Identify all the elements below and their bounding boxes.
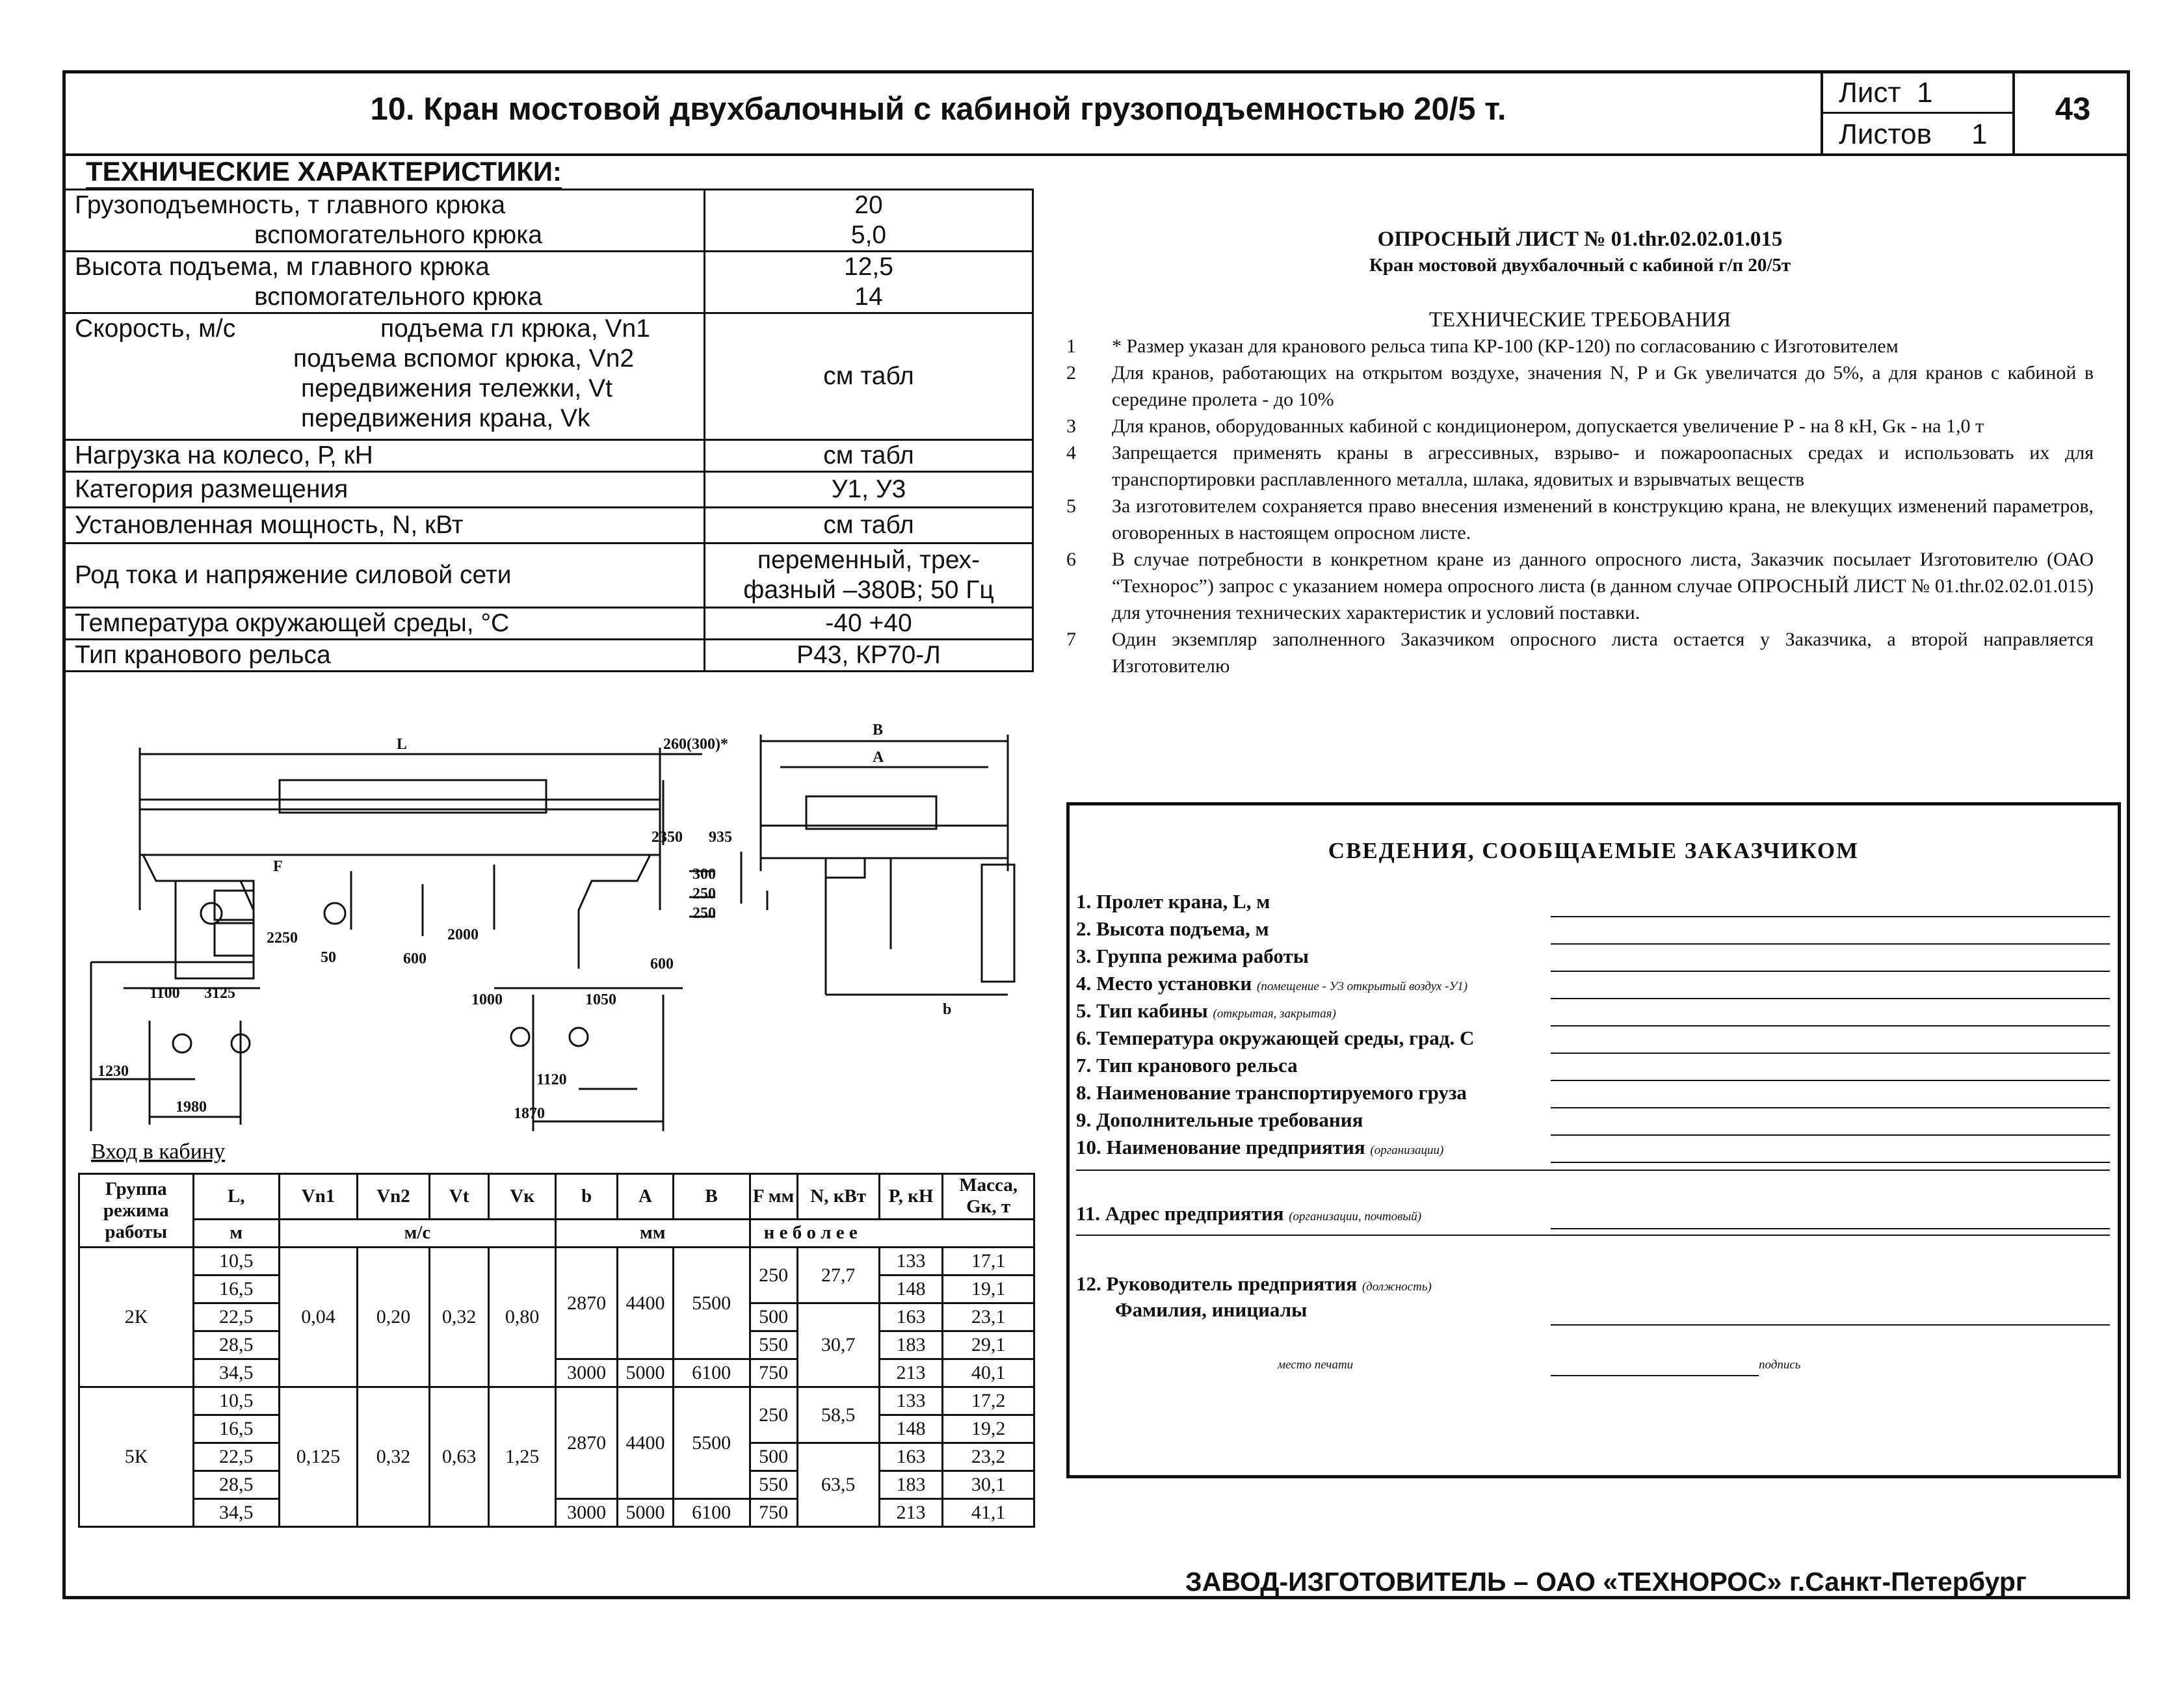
page-title: 10. Кран мостовой двухбалочный с кабиной грузоподъемностью 20/5 т. (370, 92, 1506, 127)
customer-field-label: 8. Наименование транспортируемого груза (1076, 1081, 1467, 1104)
table-cell: 0,125 (279, 1387, 357, 1527)
table-cell: 19,1 (943, 1275, 1034, 1303)
table-cell: 0,80 (489, 1248, 556, 1387)
th-mass: Масса, Gк, т (943, 1174, 1034, 1220)
table-cell: 17,1 (943, 1248, 1034, 1275)
questionnaire-title: ОПРОСНЫЙ ЛИСТ № 01.thr.02.02.01.015 (1377, 228, 1783, 251)
customer-field-line[interactable] (1551, 1053, 2110, 1054)
spec-row (65, 543, 1033, 608)
table-cell: 0,20 (358, 1248, 430, 1387)
drawing-dim-F: F (273, 858, 283, 875)
customer-field-label: 6. Температура окружающей среды, град. С (1076, 1027, 1475, 1049)
table-cell: 6100 (673, 1499, 750, 1527)
spec-value: 14 (705, 282, 1033, 313)
customer-field-line[interactable] (1076, 1170, 2110, 1171)
customer-field-line[interactable] (1551, 971, 2110, 972)
customer-field-line[interactable] (1551, 1162, 2110, 1163)
table-cell: 28,5 (193, 1471, 279, 1499)
spec-label: Высота подъема, м главного крюка (65, 252, 705, 283)
th-units-mm: мм (555, 1219, 750, 1247)
drawing-dim-1100: 1100 (150, 985, 180, 1002)
drawing-dim-300: 300 (692, 866, 716, 883)
drawing-dim-1120: 1120 (536, 1071, 567, 1088)
customer-field-label: 2. Высота подъема, м (1076, 917, 1269, 940)
drawing-dim-600b: 600 (650, 956, 674, 973)
table-cell: 58,5 (797, 1387, 879, 1443)
table-row (79, 1499, 1034, 1527)
spec-value: Р43, КР70-Л (705, 640, 1033, 672)
spec-value: У1, У3 (705, 472, 1033, 508)
requirement-item: 7 Один экземпляр заполненного Заказчиком опросного листа остается у Заказчика, а второй направляется Изготовителю (1066, 629, 2094, 677)
table-cell: 148 (879, 1415, 943, 1443)
table-cell: 16,5 (193, 1275, 279, 1303)
drawing-dim-250b: 250 (692, 905, 716, 922)
drawing-dim-50: 50 (321, 949, 336, 966)
table-cell: 183 (879, 1331, 943, 1359)
table-cell: 5500 (673, 1248, 750, 1359)
spec-label: Тип кранового рельса (65, 640, 705, 672)
customer-field-label: 5. Тип кабины (открытая, закрытая) (1076, 999, 1336, 1022)
drawing-dim-250a: 250 (692, 885, 716, 902)
requirement-item: 2 Для кранов, работающих на открытом воздухе, значения N, P и Gк увеличатся до 5%, а для кранов с кабиной в середине пролета - до 10% (1066, 362, 2094, 410)
drawing-dim-2000: 2000 (447, 926, 479, 943)
table-cell: 163 (879, 1303, 943, 1331)
spec-label: Температура окружающей среды, °С (65, 608, 705, 640)
table-cell: 0,32 (358, 1387, 430, 1527)
requirement-item: 4 Запрещается применять краны в агрессивных, взрыво- и пожароопасных средах и использовать их для транспортировки расплавленного металла, шлака, ядовитых и взрывчатых веществ (1066, 442, 2094, 490)
spec-label: Род тока и напряжение силовой сети (65, 543, 705, 608)
table-cell: 3000 (555, 1499, 617, 1527)
spec-row (65, 608, 1033, 640)
table-units-row (79, 1219, 1034, 1247)
table-cell: 550 (750, 1471, 797, 1499)
table-cell: 30,1 (943, 1471, 1034, 1499)
customer-field-label: 4. Место установки (помещение - У3 открытый воздух -У1) (1076, 972, 1468, 995)
customer-info-box (1066, 802, 2121, 1478)
th-vt: Vt (429, 1174, 488, 1220)
th-vk: Vк (489, 1174, 556, 1220)
th-vn1: Vn1 (279, 1174, 357, 1220)
stamp-place: место печати (1278, 1358, 1354, 1372)
spec-row (65, 640, 1033, 672)
th-b: b (555, 1174, 617, 1220)
drawing-dim-2250: 2250 (267, 930, 298, 947)
th-F: F мм (750, 1174, 797, 1220)
table-cell: 23,1 (943, 1303, 1034, 1331)
drawing-dim-1050: 1050 (585, 991, 616, 1008)
spec-label: вспомогательного крюка (65, 282, 705, 313)
table-cell: 2К (79, 1248, 194, 1387)
spec-row (65, 220, 1033, 252)
table-cell: 29,1 (943, 1331, 1034, 1359)
spec-row (65, 440, 1033, 472)
drawing-dim-260: 260(300)* (663, 736, 728, 753)
table-cell: 16,5 (193, 1415, 279, 1443)
th-group: Группа режима работы (79, 1174, 194, 1248)
spec-value: 5,0 (705, 220, 1033, 252)
requirements-list (1066, 333, 2094, 679)
drawing-dim-A: A (873, 749, 884, 766)
spec-value: см табл (705, 440, 1033, 472)
spec-row (65, 282, 1033, 313)
signature-label: подпись (1759, 1358, 1801, 1372)
table-cell: 148 (879, 1275, 943, 1303)
spec-label: Категория размещения (65, 472, 705, 508)
customer-field-line[interactable] (1551, 943, 2110, 945)
specs-heading: ТЕХНИЧЕСКИЕ ХАРАКТЕРИСТИКИ: (86, 156, 562, 190)
table-cell: 213 (879, 1499, 943, 1527)
requirement-item: 1 * Размер указан для кранового рельса типа КР-100 (КР-120) по согласованию с Изготовителем (1066, 335, 1899, 357)
table-cell: 22,5 (193, 1443, 279, 1471)
spec-label: Установленная мощность, N, кВт (65, 508, 705, 543)
table-cell: 550 (750, 1331, 797, 1359)
table-cell: 27,7 (797, 1248, 879, 1303)
table-cell: 250 (750, 1387, 797, 1443)
sheet-label: Лист 1 (1839, 77, 1933, 109)
table-cell: 30,7 (797, 1303, 879, 1387)
spec-label-speed: Скорость, м/с подъема гл крюка, Vn1 подъема вспомог крюка, Vn2 передвижения тележки, Vt передвижения крана, Vk (65, 313, 705, 440)
spec-row (65, 190, 1033, 221)
table-cell: 4400 (618, 1248, 673, 1359)
crane-data-table (78, 1173, 1035, 1528)
table-cell: 500 (750, 1443, 797, 1471)
table-cell: 2870 (555, 1248, 617, 1359)
customer-field-label: 3. Группа режима работы (1076, 945, 1309, 967)
drawing-dim-600a: 600 (403, 950, 427, 967)
table-cell: 6100 (673, 1359, 750, 1387)
table-cell: 0,63 (429, 1387, 488, 1527)
drawing-dim-B: B (873, 722, 884, 739)
customer-field-line[interactable] (1551, 1228, 2110, 1229)
questionnaire-subtitle: Кран мостовой двухбалочный с кабиной г/п 20/5т (1369, 255, 1791, 276)
table-cell: 23,2 (943, 1443, 1034, 1471)
requirement-item: 3 Для кранов, оборудованных кабиной с кондиционером, допускается увеличение Р - на 8 кН, Gк - на 1,0 т (1066, 415, 1984, 437)
table-cell: 4400 (618, 1387, 673, 1499)
spec-value: переменный, трех- фазный –380В; 50 Гц (705, 543, 1033, 608)
th-L-unit: м (193, 1219, 279, 1247)
table-row (79, 1359, 1034, 1387)
table-cell: 2870 (555, 1387, 617, 1499)
spec-value: см табл (705, 313, 1033, 440)
customer-field-label: 9. Дополнительные требования (1076, 1108, 1363, 1131)
table-cell: 5500 (673, 1387, 750, 1499)
customer-field-label: Фамилия, инициалы (1115, 1298, 1308, 1321)
drawing-dim-1230: 1230 (98, 1063, 129, 1080)
table-cell: 5К (79, 1387, 194, 1527)
drawing-dim-L: L (397, 736, 408, 753)
th-units-ms: м/с (279, 1219, 555, 1247)
table-cell: 133 (879, 1387, 943, 1415)
drawing-dim-1000: 1000 (471, 991, 503, 1008)
drawing-dim-1980: 1980 (176, 1099, 207, 1116)
table-header-row (79, 1174, 1034, 1220)
table-cell: 28,5 (193, 1331, 279, 1359)
drawing-dim-935: 935 (709, 829, 732, 846)
table-cell: 22,5 (193, 1303, 279, 1331)
table-cell: 34,5 (193, 1359, 279, 1387)
specs-table (64, 189, 1034, 672)
customer-field-line[interactable] (1551, 998, 2110, 999)
drawing-dim-3125: 3125 (204, 985, 235, 1002)
table-cell: 1,25 (489, 1387, 556, 1527)
customer-field-line[interactable] (1076, 1235, 2110, 1236)
sheets-label: Листов 1 (1839, 118, 1988, 150)
customer-field-line[interactable] (1551, 1107, 2110, 1108)
cabin-entry-label: Вход в кабину (91, 1140, 226, 1164)
spec-row (65, 472, 1033, 508)
table-cell: 183 (879, 1471, 943, 1499)
requirement-item: 6 В случае потребности в конкретном кране из данного опросного листа, Заказчик посылает Изготовителю (ОАО “Технорос”) запрос с указанием номера опросного листа (в данном случае ОПРОСНЫЙ ЛИСТ № 01.thr.02.02.01.015) для уточнения технических характеристик и условий поставки. (1066, 549, 2094, 623)
table-cell: 3000 (555, 1359, 617, 1387)
customer-field-line[interactable] (1551, 916, 2110, 917)
customer-field-label: 12. Руководитель предприятия (должность) (1076, 1272, 1432, 1295)
spec-label: Грузоподъемность, т главного крюка (65, 190, 705, 221)
customer-field-label: 7. Тип кранового рельса (1076, 1054, 1298, 1077)
sheet-mid-line (1821, 112, 2013, 114)
th-B: B (673, 1174, 750, 1220)
spec-row-speed (65, 313, 1033, 440)
customer-field-line[interactable] (1551, 1134, 2110, 1136)
table-row (79, 1387, 1034, 1415)
spec-label: Нагрузка на колесо, Р, кН (65, 440, 705, 472)
table-cell: 500 (750, 1303, 797, 1331)
drawing-dim-1870: 1870 (514, 1105, 545, 1122)
table-cell: 5000 (618, 1359, 673, 1387)
table-cell: 5000 (618, 1499, 673, 1527)
table-cell: 0,32 (429, 1248, 488, 1387)
drawing-dim-b: b (943, 1001, 952, 1018)
th-L: L, (193, 1174, 279, 1220)
spec-value: 12,5 (705, 252, 1033, 283)
table-cell: 163 (879, 1443, 943, 1471)
customer-field-label: 11. Адрес предприятия (организации, почтовый) (1076, 1202, 1422, 1225)
th-N: N, кВт (797, 1174, 879, 1220)
customer-field-line[interactable] (1551, 1080, 2110, 1081)
customer-field-label: 1. Пролет крана, L, м (1076, 890, 1270, 913)
table-cell: 40,1 (943, 1359, 1034, 1387)
table-cell: 10,5 (193, 1248, 279, 1275)
spec-row (65, 252, 1033, 283)
spec-value: -40 +40 (705, 608, 1033, 640)
table-cell: 17,2 (943, 1387, 1034, 1415)
spec-label: вспомогательного крюка (65, 220, 705, 252)
customer-field-line[interactable] (1551, 1324, 2110, 1326)
spec-row (65, 508, 1033, 543)
spec-value: 20 (705, 190, 1033, 221)
requirements-heading: ТЕХНИЧЕСКИЕ ТРЕБОВАНИЯ (1428, 308, 1731, 332)
requirement-item: 5 За изготовителем сохраняется право внесения изменений в конструкцию крана, не влекущих изменений параметров, оговоренных в настоящем опросном листе. (1066, 495, 2094, 543)
th-A: A (618, 1174, 673, 1220)
table-cell: 750 (750, 1499, 797, 1527)
th-vn2: Vn2 (358, 1174, 430, 1220)
page-number: 43 (2055, 92, 2091, 127)
drawing-dim-2350: 2350 (651, 829, 683, 846)
table-cell: 133 (879, 1248, 943, 1275)
table-cell: 10,5 (193, 1387, 279, 1415)
table-cell: 19,2 (943, 1415, 1034, 1443)
table-cell: 250 (750, 1248, 797, 1303)
crane-drawing (78, 715, 1040, 1170)
th-units-max: н е б о л е е (750, 1219, 1034, 1247)
customer-field-line[interactable] (1551, 1025, 2110, 1027)
customer-info-title: СВЕДЕНИЯ, СООБЩАЕМЫЕ ЗАКАЗЧИКОМ (1328, 838, 1860, 863)
customer-field-label: 10. Наименование предприятия (организации) (1076, 1136, 1444, 1158)
table-cell: 750 (750, 1359, 797, 1387)
table-cell: 34,5 (193, 1499, 279, 1527)
manufacturer-footer: ЗАВОД-ИЗГОТОВИТЕЛЬ – ОАО «ТЕХНОРОС» г.Санкт-Петербург (1185, 1567, 2027, 1597)
spec-value: см табл (705, 508, 1033, 543)
table-cell: 0,04 (279, 1248, 357, 1387)
table-cell: 213 (879, 1359, 943, 1387)
th-P: P, кН (879, 1174, 943, 1220)
table-cell: 41,1 (943, 1499, 1034, 1527)
table-cell: 63,5 (797, 1443, 879, 1527)
signature-line[interactable] (1551, 1375, 1759, 1376)
table-row (79, 1248, 1034, 1275)
